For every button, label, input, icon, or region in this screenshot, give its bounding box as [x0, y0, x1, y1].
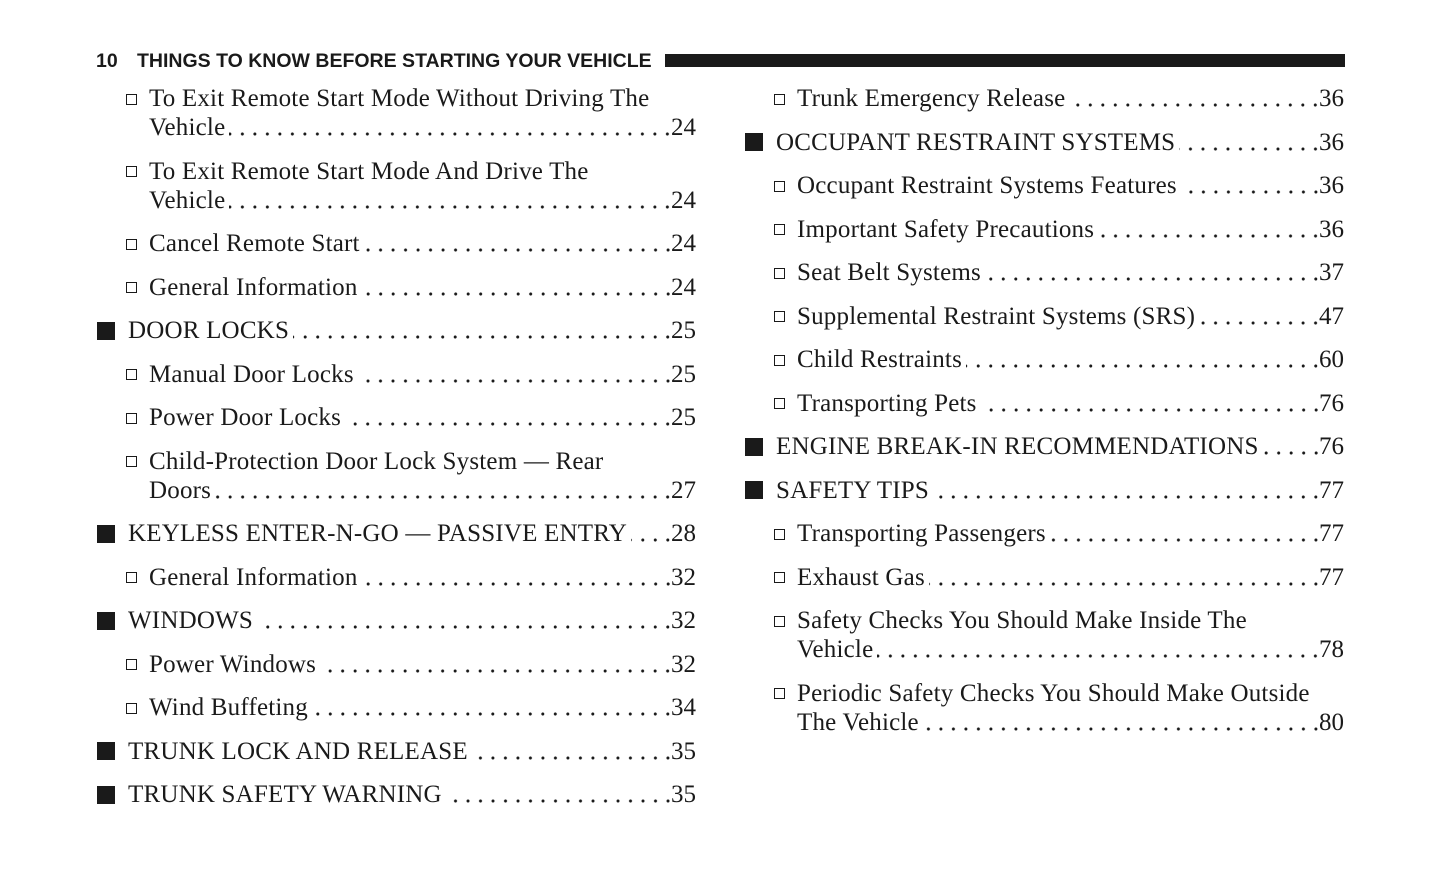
- dot-leader: [293, 316, 671, 345]
- toc-page-number: 32: [671, 650, 696, 678]
- dot-leader: [1181, 171, 1319, 200]
- toc-entry-title: Periodic Safety Checks You Should Make Outside: [797, 679, 1310, 707]
- toc-entry-line: [128, 316, 696, 345]
- toc-page-number: 77: [1319, 520, 1344, 547]
- hollow-square-icon: [774, 181, 785, 192]
- toc-page-number: 76: [1319, 433, 1344, 460]
- hollow-square-icon: [126, 369, 137, 380]
- toc-entry-title: General Information: [149, 273, 358, 301]
- toc-entry-title: Power Door Locks: [149, 404, 342, 431]
- hollow-square-icon: [126, 456, 137, 467]
- filled-square-icon: [97, 525, 115, 543]
- toc-section-entry: [744, 476, 1344, 505]
- hollow-square-icon: [126, 703, 137, 714]
- hollow-square-icon: [126, 94, 137, 105]
- toc-entry-line: [149, 693, 696, 722]
- toc-entry-line: [797, 215, 1344, 244]
- dot-leader: [215, 476, 671, 505]
- toc-entry-title: Supplemental Restraint Systems (SRS): [797, 302, 1196, 330]
- toc-entry-line: [149, 84, 696, 113]
- toc-entry-title: Vehicle: [149, 114, 226, 141]
- toc-page-number: 36: [1319, 215, 1344, 243]
- toc-entry-title: The Vehicle: [797, 708, 919, 736]
- dot-leader: [229, 113, 671, 142]
- toc-column-right: [744, 84, 1344, 751]
- dot-leader: [631, 519, 671, 548]
- hollow-square-icon: [126, 413, 137, 424]
- dot-leader: [923, 708, 1319, 737]
- toc-entry-title: Important Safety Precautions: [797, 215, 1095, 243]
- dot-leader: [877, 635, 1319, 664]
- toc-entry-title: Vehicle: [149, 186, 226, 214]
- toc-page-number: 35: [671, 737, 696, 765]
- hollow-square-icon: [774, 688, 785, 699]
- toc-entry-line: [149, 650, 696, 679]
- toc-entry-title: ENGINE BREAK-IN RECOMMENDATIONS: [776, 433, 1259, 460]
- toc-entry-title: Trunk Emergency Release: [797, 85, 1066, 112]
- toc-page-number: 78: [1319, 636, 1344, 663]
- toc-entry-line: [797, 563, 1344, 592]
- toc-entry-title: Vehicle: [797, 636, 874, 663]
- toc-entry-title: Safety Checks You Should Make Inside The: [797, 607, 1247, 634]
- toc-entry-title: Transporting Passengers: [797, 520, 1046, 547]
- toc-entry-line: [797, 708, 1344, 737]
- hollow-square-icon: [774, 529, 785, 540]
- toc-entry-line: [128, 737, 696, 766]
- hollow-square-icon: [774, 268, 785, 279]
- toc-page-number: 25: [671, 360, 696, 388]
- toc-section-entry: [96, 780, 696, 809]
- toc-subsection-entry: [744, 563, 1344, 592]
- filled-square-icon: [745, 133, 763, 151]
- toc-entry-title: SAFETY TIPS: [776, 476, 929, 504]
- toc-entry-title: Manual Door Locks: [149, 360, 354, 388]
- toc-page-number: 24: [671, 114, 696, 141]
- dot-leader: [364, 229, 671, 258]
- toc-page-number: 28: [671, 520, 696, 547]
- filled-square-icon: [97, 322, 115, 340]
- toc-entry-title: TRUNK SAFETY WARNING: [128, 781, 442, 808]
- hollow-square-icon: [126, 572, 137, 583]
- toc-page-number: 77: [1319, 476, 1344, 504]
- dot-leader: [981, 389, 1319, 418]
- dot-leader: [320, 650, 671, 679]
- toc-page-number: 32: [671, 607, 696, 634]
- toc-subsection-entry: [744, 679, 1344, 737]
- toc-page-number: 24: [671, 186, 696, 214]
- dot-leader: [362, 273, 671, 302]
- toc-entry-line: [149, 447, 696, 476]
- dot-leader: [966, 345, 1319, 374]
- toc-entry-title: Transporting Pets: [797, 389, 977, 417]
- toc-subsection-entry: [96, 157, 696, 215]
- toc-page-number: 36: [1319, 85, 1344, 112]
- toc-page-number: 47: [1319, 302, 1344, 330]
- filled-square-icon: [97, 612, 115, 630]
- toc-entry-line: [797, 679, 1344, 708]
- toc-entry-line: [776, 476, 1344, 505]
- toc-subsection-entry: [744, 519, 1344, 548]
- toc-entry-title: Occupant Restraint Systems Features: [797, 172, 1177, 199]
- toc-entry-line: [797, 258, 1344, 287]
- dot-leader: [472, 737, 671, 766]
- dot-leader: [1199, 302, 1319, 331]
- dot-leader: [1098, 215, 1319, 244]
- toc-entry-title: To Exit Remote Start Mode Without Driving The: [149, 85, 650, 112]
- toc-entry-line: [149, 229, 696, 258]
- toc-entry-line: [776, 432, 1344, 461]
- toc-entry-title: Child-Protection Door Lock System — Rear: [149, 447, 604, 475]
- toc-subsection-entry: [744, 345, 1344, 374]
- toc-entry-line: [797, 302, 1344, 331]
- toc-section-entry: [96, 737, 696, 766]
- toc-entry-line: [128, 780, 696, 809]
- toc-entry-title: Wind Buffeting: [149, 694, 308, 721]
- toc-subsection-entry: [96, 447, 696, 505]
- toc-entry-line: [797, 171, 1344, 200]
- toc-entry-title: Cancel Remote Start: [149, 230, 360, 257]
- toc-page-number: 32: [671, 563, 696, 591]
- filled-square-icon: [745, 481, 763, 499]
- toc-entry-title: General Information: [149, 563, 358, 591]
- toc-entry-line: [797, 389, 1344, 418]
- toc-page-number: 34: [671, 694, 696, 721]
- toc-page-number: 25: [671, 317, 696, 344]
- toc-entry-line: [149, 157, 696, 186]
- hollow-square-icon: [126, 659, 137, 670]
- toc-entry-line: [149, 476, 696, 505]
- toc-entry-line: [128, 606, 696, 635]
- toc-page-number: 77: [1319, 563, 1344, 591]
- toc-subsection-entry: [96, 403, 696, 432]
- dot-leader: [312, 693, 671, 722]
- toc-entry-line: [797, 345, 1344, 374]
- toc-entry-title: WINDOWS: [128, 607, 253, 634]
- toc-subsection-entry: [744, 215, 1344, 244]
- filled-square-icon: [97, 742, 115, 760]
- toc-page-number: 76: [1319, 389, 1344, 417]
- toc-subsection-entry: [744, 171, 1344, 200]
- toc-entry-line: [797, 635, 1344, 664]
- hollow-square-icon: [774, 398, 785, 409]
- toc-entry-title: TRUNK LOCK AND RELEASE: [128, 737, 468, 765]
- hollow-square-icon: [126, 239, 137, 250]
- toc-page-number: 24: [671, 230, 696, 257]
- toc-entry-title: Power Windows: [149, 650, 317, 678]
- toc-entry-line: [149, 360, 696, 389]
- toc-entry-line: [149, 563, 696, 592]
- toc-page-number: 80: [1319, 708, 1344, 736]
- toc-subsection-entry: [744, 302, 1344, 331]
- dot-leader: [1069, 84, 1319, 113]
- toc-page-number: 60: [1319, 346, 1344, 373]
- toc-entry-line: [149, 273, 696, 302]
- toc-page-number: 35: [671, 781, 696, 808]
- toc-entry-line: [149, 113, 696, 142]
- toc-subsection-entry: [96, 693, 696, 722]
- toc-entry-title: Doors: [149, 476, 212, 504]
- toc-section-entry: [96, 519, 696, 548]
- toc-entry-line: [797, 519, 1344, 548]
- toc-entry-line: [149, 186, 696, 215]
- toc-entry-line: [776, 128, 1344, 157]
- dot-leader: [345, 403, 671, 432]
- toc-subsection-entry: [96, 84, 696, 142]
- toc-page-number: 36: [1319, 172, 1344, 199]
- dot-leader: [257, 606, 671, 635]
- running-header-title: THINGS TO KNOW BEFORE STARTING YOUR VEHICLE: [137, 50, 652, 72]
- toc-section-entry: [744, 432, 1344, 461]
- toc-subsection-entry: [744, 389, 1344, 418]
- toc-entry-line: [128, 519, 696, 548]
- toc-subsection-entry: [96, 229, 696, 258]
- toc-entry-line: [797, 84, 1344, 113]
- hollow-square-icon: [774, 355, 785, 366]
- hollow-square-icon: [774, 311, 785, 322]
- toc-subsection-entry: [96, 273, 696, 302]
- filled-square-icon: [97, 786, 115, 804]
- toc-entry-line: [149, 403, 696, 432]
- toc-section-entry: [96, 606, 696, 635]
- toc-page-number: 25: [671, 404, 696, 431]
- dot-leader: [929, 563, 1319, 592]
- toc-page-number: 27: [671, 476, 696, 504]
- dot-leader: [933, 476, 1319, 505]
- toc-subsection-entry: [744, 258, 1344, 287]
- dot-leader: [1050, 519, 1319, 548]
- dot-leader: [362, 563, 671, 592]
- toc-page-number: 24: [671, 273, 696, 301]
- toc-subsection-entry: [96, 563, 696, 592]
- toc-section-entry: [744, 128, 1344, 157]
- toc-page-number: 36: [1319, 128, 1344, 156]
- dot-leader: [229, 186, 671, 215]
- dot-leader: [446, 780, 671, 809]
- hollow-square-icon: [774, 616, 785, 627]
- toc-column-left: [96, 84, 696, 824]
- toc-entry-title: DOOR LOCKS: [128, 317, 290, 344]
- page-number: 10: [96, 50, 118, 72]
- dot-leader: [1263, 432, 1319, 461]
- hollow-square-icon: [126, 282, 137, 293]
- toc-entry-title: To Exit Remote Start Mode And Drive The: [149, 157, 589, 185]
- toc-page-number: 37: [1319, 259, 1344, 286]
- toc-entry-line: [797, 606, 1344, 635]
- toc-subsection-entry: [96, 360, 696, 389]
- hollow-square-icon: [774, 572, 785, 583]
- toc-subsection-entry: [744, 606, 1344, 664]
- dot-leader: [985, 258, 1319, 287]
- dot-leader: [1179, 128, 1319, 157]
- hollow-square-icon: [774, 94, 785, 105]
- toc-subsection-entry: [744, 84, 1344, 113]
- toc-entry-title: Child Restraints: [797, 346, 963, 373]
- toc-entry-title: Seat Belt Systems: [797, 259, 981, 286]
- toc-section-entry: [96, 316, 696, 345]
- dot-leader: [358, 360, 671, 389]
- header-rule-bar: [665, 54, 1345, 67]
- hollow-square-icon: [774, 224, 785, 235]
- toc-subsection-entry: [96, 650, 696, 679]
- toc-entry-title: Exhaust Gas: [797, 563, 925, 591]
- toc-entry-title: KEYLESS ENTER-N-GO — PASSIVE ENTRY: [128, 520, 627, 547]
- filled-square-icon: [745, 438, 763, 456]
- hollow-square-icon: [126, 166, 137, 177]
- toc-entry-title: OCCUPANT RESTRAINT SYSTEMS: [776, 128, 1176, 156]
